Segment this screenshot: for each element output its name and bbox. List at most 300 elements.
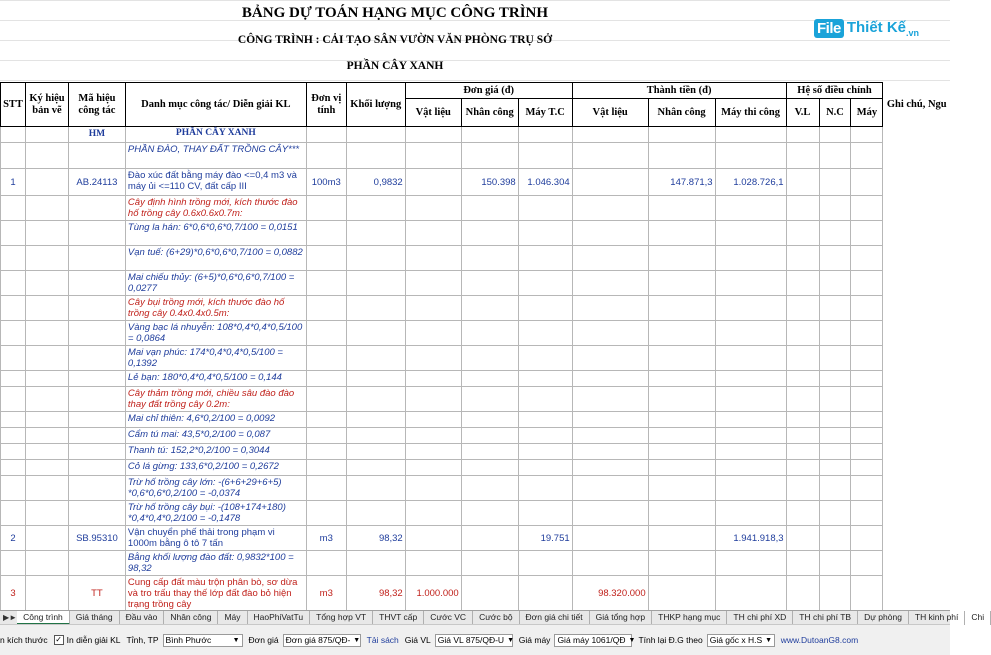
cell-hs-nc[interactable] xyxy=(819,551,851,576)
cell-danh-muc[interactable]: Vàng bạc lá nhuyễn: 108*0,4*0,4*0,5/100 = 0,0864 xyxy=(125,321,306,346)
cell-hs-may[interactable] xyxy=(851,296,883,321)
cell-don-vi[interactable] xyxy=(306,371,346,387)
cell-hs-may[interactable] xyxy=(851,371,883,387)
cell-ky-hieu[interactable] xyxy=(25,196,68,221)
sheet-tab[interactable]: HaoPhiVatTu xyxy=(248,611,311,625)
cell-don-gia-may[interactable] xyxy=(518,271,572,296)
sheet-tab[interactable]: Dự phòng xyxy=(858,611,909,625)
cell-tt-nc[interactable] xyxy=(648,321,715,346)
cell-hs-vl[interactable] xyxy=(786,321,819,346)
cell-khoi-luong[interactable] xyxy=(346,371,405,387)
cell-tt-may[interactable] xyxy=(715,428,786,444)
table-row[interactable] xyxy=(1,221,951,246)
cell-tt-may[interactable] xyxy=(715,321,786,346)
cell-ghi-chu[interactable] xyxy=(883,346,950,371)
cell-hs-nc[interactable] xyxy=(819,127,851,143)
cell-hs-vl[interactable] xyxy=(786,428,819,444)
col-hs-vl[interactable]: V.L xyxy=(786,99,819,127)
cell-tt-vl[interactable] xyxy=(572,428,648,444)
cell-hs-nc[interactable] xyxy=(819,476,851,501)
cell-hs-nc[interactable] xyxy=(819,387,851,412)
cell-hs-may[interactable] xyxy=(851,444,883,460)
cell-tt-may[interactable] xyxy=(715,551,786,576)
cell-ma-hieu[interactable] xyxy=(68,476,125,501)
cell-hs-vl[interactable] xyxy=(786,551,819,576)
col-hs-may[interactable]: Máy xyxy=(851,99,883,127)
cell-ghi-chu[interactable] xyxy=(883,576,950,612)
sheet-tab[interactable]: Giá tháng xyxy=(70,611,120,625)
cell-khoi-luong[interactable] xyxy=(346,444,405,460)
cell-don-gia-vl[interactable] xyxy=(405,371,461,387)
cell-tt-nc[interactable] xyxy=(648,428,715,444)
cell-tt-nc[interactable] xyxy=(648,371,715,387)
cell-hs-may[interactable] xyxy=(851,127,883,143)
cell-tt-may[interactable] xyxy=(715,412,786,428)
col-ma-hieu[interactable]: Mã hiệu công tác xyxy=(68,83,125,127)
table-row[interactable] xyxy=(1,412,951,428)
cell-tt-vl[interactable] xyxy=(572,143,648,169)
cell-hs-nc[interactable] xyxy=(819,169,851,196)
cell-ma-hieu[interactable] xyxy=(68,501,125,526)
cell-tt-vl[interactable] xyxy=(572,346,648,371)
cell-hs-vl[interactable] xyxy=(786,221,819,246)
cell-tt-may[interactable] xyxy=(715,196,786,221)
cell-don-gia-may[interactable] xyxy=(518,371,572,387)
cell-danh-muc[interactable]: Vận chuyển phế thải trong phạm vi 1000m bằng ô tô 7 tấn xyxy=(125,526,306,551)
cell-hs-vl[interactable] xyxy=(786,371,819,387)
cell-ghi-chu[interactable] xyxy=(883,127,950,143)
cell-khoi-luong[interactable] xyxy=(346,412,405,428)
cell-don-vi[interactable] xyxy=(306,246,346,271)
sheet-tab[interactable]: TH chi phí TB xyxy=(793,611,858,625)
cell-khoi-luong[interactable] xyxy=(346,428,405,444)
cell-don-gia-may[interactable] xyxy=(518,551,572,576)
cell-tt-may[interactable] xyxy=(715,444,786,460)
cell-hs-vl[interactable] xyxy=(786,576,819,612)
sheet-tab[interactable]: Công trình xyxy=(17,611,70,625)
sheet-tab[interactable]: TH chi phí XD xyxy=(727,611,793,625)
cell-stt[interactable] xyxy=(1,476,26,501)
cell-ma-hieu[interactable] xyxy=(68,460,125,476)
cell-danh-muc[interactable]: Cây bụi trồng mới, kích thước đào hố trồng cây 0.4x0.4x0.5m: xyxy=(125,296,306,321)
cell-tt-vl[interactable] xyxy=(572,321,648,346)
cell-don-gia-vl[interactable] xyxy=(405,346,461,371)
cell-khoi-luong[interactable] xyxy=(346,501,405,526)
col-tt-nhan-cong[interactable]: Nhân công xyxy=(648,99,715,127)
cell-ghi-chu[interactable] xyxy=(883,321,950,346)
cell-don-gia-nc[interactable] xyxy=(461,196,518,221)
cell-khoi-luong[interactable]: 0,9832 xyxy=(346,169,405,196)
cell-danh-muc[interactable]: PHẦN CÂY XANH xyxy=(125,127,306,143)
cell-tt-nc[interactable] xyxy=(648,296,715,321)
col-nhan-cong[interactable]: Nhân công xyxy=(461,99,518,127)
cell-don-gia-may[interactable] xyxy=(518,576,572,612)
cell-tt-vl[interactable] xyxy=(572,196,648,221)
cell-hs-vl[interactable] xyxy=(786,460,819,476)
cell-hs-nc[interactable] xyxy=(819,346,851,371)
cell-don-gia-vl[interactable] xyxy=(405,271,461,296)
recalc-selector[interactable]: Tính lại Đ.G theo Giá gốc x H.S ▼ xyxy=(638,634,774,647)
cell-khoi-luong[interactable] xyxy=(346,387,405,412)
cell-tt-may[interactable] xyxy=(715,371,786,387)
cell-don-gia-vl[interactable] xyxy=(405,460,461,476)
cell-hs-may[interactable] xyxy=(851,428,883,444)
cell-ghi-chu[interactable] xyxy=(883,387,950,412)
cell-tt-nc[interactable] xyxy=(648,460,715,476)
machine-price-selector[interactable]: Giá máy Giá máy 1061/QĐ ▼ xyxy=(518,634,636,645)
cell-khoi-luong[interactable] xyxy=(346,476,405,501)
cell-danh-muc[interactable]: Thanh tú: 152,2*0,2/100 = 0,3044 xyxy=(125,444,306,460)
cell-ghi-chu[interactable] xyxy=(883,412,950,428)
cell-tt-nc[interactable]: 147.871,3 xyxy=(648,169,715,196)
province-dropdown[interactable]: Bình Phước ▼ xyxy=(163,634,243,647)
cell-ghi-chu[interactable] xyxy=(883,460,950,476)
col-stt[interactable]: STT xyxy=(1,83,26,127)
cell-ma-hieu[interactable] xyxy=(68,143,125,169)
cell-hs-vl[interactable] xyxy=(786,143,819,169)
cell-ma-hieu[interactable] xyxy=(68,428,125,444)
table-row[interactable] xyxy=(1,428,951,444)
cell-don-gia-nc[interactable] xyxy=(461,476,518,501)
col-hs-nc[interactable]: N.C xyxy=(819,99,851,127)
cell-don-gia-may[interactable] xyxy=(518,143,572,169)
cell-danh-muc[interactable]: Cẩm tú mai: 43,5*0,2/100 = 0,087 xyxy=(125,428,306,444)
cell-don-gia-vl[interactable] xyxy=(405,551,461,576)
cell-tt-may[interactable] xyxy=(715,576,786,612)
cell-ghi-chu[interactable] xyxy=(883,428,950,444)
table-row[interactable] xyxy=(1,387,951,412)
cell-hs-may[interactable] xyxy=(851,321,883,346)
cell-don-gia-may[interactable] xyxy=(518,428,572,444)
cell-tt-nc[interactable] xyxy=(648,346,715,371)
cell-stt[interactable] xyxy=(1,296,26,321)
cell-tt-nc[interactable] xyxy=(648,551,715,576)
cell-hs-nc[interactable] xyxy=(819,271,851,296)
table-row[interactable] xyxy=(1,501,951,526)
cell-hs-may[interactable] xyxy=(851,271,883,296)
cell-hs-nc[interactable] xyxy=(819,428,851,444)
table-row[interactable] xyxy=(1,196,951,221)
cell-khoi-luong[interactable] xyxy=(346,460,405,476)
cell-ma-hieu[interactable] xyxy=(68,551,125,576)
cell-stt[interactable] xyxy=(1,371,26,387)
cell-don-gia-nc[interactable] xyxy=(461,127,518,143)
cell-ma-hieu[interactable] xyxy=(68,221,125,246)
table-row[interactable] xyxy=(1,127,951,143)
cell-tt-vl[interactable] xyxy=(572,169,648,196)
cell-don-gia-nc[interactable] xyxy=(461,271,518,296)
cell-tt-nc[interactable] xyxy=(648,271,715,296)
cell-hs-may[interactable] xyxy=(851,551,883,576)
sheet-tab[interactable]: THKP hạng mục xyxy=(652,611,727,625)
cell-hs-may[interactable] xyxy=(851,246,883,271)
cell-don-gia-may[interactable] xyxy=(518,476,572,501)
sheet-tab[interactable]: TH kinh phí xyxy=(909,611,965,625)
cell-don-gia-may[interactable] xyxy=(518,221,572,246)
cell-don-gia-vl[interactable] xyxy=(405,127,461,143)
cell-khoi-luong[interactable] xyxy=(346,127,405,143)
cell-stt[interactable]: 1 xyxy=(1,169,26,196)
cell-tt-vl[interactable] xyxy=(572,412,648,428)
size-option[interactable]: n kích thước xyxy=(0,635,48,645)
cell-hs-may[interactable] xyxy=(851,576,883,612)
cell-danh-muc[interactable]: Bằng khối lượng đào đất: 0,9832*100 = 98,32 xyxy=(125,551,306,576)
cell-tt-nc[interactable] xyxy=(648,476,715,501)
cell-ghi-chu[interactable] xyxy=(883,444,950,460)
cell-danh-muc[interactable]: Trừ hố trồng cây lớn: -(6+6+29+6+5) *0,6*0,6*0,2/100 = -0,0374 xyxy=(125,476,306,501)
cell-don-gia-may[interactable] xyxy=(518,346,572,371)
cell-don-gia-vl[interactable] xyxy=(405,476,461,501)
sheet-tab[interactable]: Tổng hợp VT xyxy=(310,611,373,625)
cell-khoi-luong[interactable] xyxy=(346,246,405,271)
cell-tt-may[interactable] xyxy=(715,476,786,501)
cell-hs-vl[interactable] xyxy=(786,246,819,271)
table-row[interactable] xyxy=(1,346,951,371)
cell-ghi-chu[interactable] xyxy=(883,246,950,271)
cell-ma-hieu[interactable]: HM xyxy=(68,127,125,143)
cell-hs-vl[interactable] xyxy=(786,501,819,526)
cell-tt-may[interactable]: 1.941.918,3 xyxy=(715,526,786,551)
cell-ky-hieu[interactable] xyxy=(25,346,68,371)
cell-ky-hieu[interactable] xyxy=(25,444,68,460)
cell-don-vi[interactable] xyxy=(306,221,346,246)
cell-ky-hieu[interactable] xyxy=(25,551,68,576)
cell-tt-vl[interactable] xyxy=(572,127,648,143)
cell-don-gia-vl[interactable] xyxy=(405,444,461,460)
col-danh-muc[interactable]: Danh mục công tác/ Diễn giải KL xyxy=(125,83,306,127)
cell-don-gia-vl[interactable] xyxy=(405,296,461,321)
cell-don-gia-vl[interactable] xyxy=(405,412,461,428)
cell-don-gia-nc[interactable] xyxy=(461,221,518,246)
cell-don-gia-nc[interactable] xyxy=(461,428,518,444)
table-row[interactable] xyxy=(1,246,951,271)
cell-khoi-luong[interactable] xyxy=(346,271,405,296)
province-selector[interactable]: Tỉnh, TP Bình Phước ▼ xyxy=(127,634,243,647)
cell-hs-vl[interactable] xyxy=(786,169,819,196)
cell-don-vi[interactable] xyxy=(306,551,346,576)
cell-ghi-chu[interactable] xyxy=(883,476,950,501)
cell-stt[interactable] xyxy=(1,321,26,346)
unit-price-dropdown[interactable]: Đơn giá 875/QĐ- ▼ xyxy=(283,634,361,647)
sheet-tab[interactable]: Cước bộ xyxy=(473,611,519,625)
col-don-gia[interactable]: Đơn giá (đ) xyxy=(405,83,572,99)
cell-tt-vl[interactable] xyxy=(572,371,648,387)
cell-don-vi[interactable] xyxy=(306,196,346,221)
table-row[interactable] xyxy=(1,460,951,476)
cell-tt-nc[interactable] xyxy=(648,246,715,271)
cell-ky-hieu[interactable] xyxy=(25,143,68,169)
cell-tt-may[interactable] xyxy=(715,127,786,143)
cell-danh-muc[interactable]: Mai chỉ thiên: 4,6*0,2/100 = 0,0092 xyxy=(125,412,306,428)
cell-hs-vl[interactable] xyxy=(786,127,819,143)
cell-don-gia-may[interactable] xyxy=(518,387,572,412)
cell-ma-hieu[interactable] xyxy=(68,246,125,271)
cell-stt[interactable]: 3 xyxy=(1,576,26,612)
col-khoi-luong[interactable]: Khối lượng xyxy=(346,83,405,127)
cell-ky-hieu[interactable] xyxy=(25,127,68,143)
cell-don-gia-vl[interactable] xyxy=(405,526,461,551)
cell-ky-hieu[interactable] xyxy=(25,460,68,476)
tab-scroll-arrows[interactable]: ▶► xyxy=(3,613,18,622)
cell-don-vi[interactable] xyxy=(306,387,346,412)
cell-don-vi[interactable] xyxy=(306,444,346,460)
cell-don-gia-nc[interactable] xyxy=(461,460,518,476)
cell-tt-nc[interactable] xyxy=(648,143,715,169)
cell-don-gia-vl[interactable]: 1.000.000 xyxy=(405,576,461,612)
cell-ky-hieu[interactable] xyxy=(25,371,68,387)
cell-tt-may[interactable] xyxy=(715,221,786,246)
cell-ky-hieu[interactable] xyxy=(25,271,68,296)
cell-don-vi[interactable] xyxy=(306,127,346,143)
cell-hs-vl[interactable] xyxy=(786,476,819,501)
cell-ma-hieu[interactable]: SB.95310 xyxy=(68,526,125,551)
cell-tt-may[interactable] xyxy=(715,271,786,296)
cell-stt[interactable] xyxy=(1,460,26,476)
cell-hs-may[interactable] xyxy=(851,143,883,169)
cell-ky-hieu[interactable] xyxy=(25,501,68,526)
cell-danh-muc[interactable]: Đào xúc đất bằng máy đào <=0,4 m3 và máy ủi <=110 CV, đất cấp III xyxy=(125,169,306,196)
cell-hs-nc[interactable] xyxy=(819,296,851,321)
cell-tt-vl[interactable] xyxy=(572,444,648,460)
cell-ma-hieu[interactable]: TT xyxy=(68,576,125,612)
cell-don-vi[interactable] xyxy=(306,296,346,321)
cell-ky-hieu[interactable] xyxy=(25,428,68,444)
col-he-so[interactable]: Hệ số điều chỉnh xyxy=(786,83,883,99)
cell-hs-vl[interactable] xyxy=(786,346,819,371)
cell-don-gia-nc[interactable] xyxy=(461,526,518,551)
cell-don-vi[interactable] xyxy=(306,143,346,169)
cell-danh-muc[interactable]: PHẦN ĐÀO, THAY ĐẤT TRỒNG CÂY*** xyxy=(125,143,306,169)
cell-don-vi[interactable] xyxy=(306,460,346,476)
cell-don-vi[interactable] xyxy=(306,346,346,371)
table-row[interactable] xyxy=(1,476,951,501)
cell-ghi-chu[interactable] xyxy=(883,551,950,576)
cell-ky-hieu[interactable] xyxy=(25,526,68,551)
cell-hs-nc[interactable] xyxy=(819,221,851,246)
cell-ma-hieu[interactable] xyxy=(68,296,125,321)
cell-stt[interactable]: 2 xyxy=(1,526,26,551)
sheet-tab[interactable]: THVT cấp xyxy=(373,611,424,625)
cell-don-gia-nc[interactable] xyxy=(461,551,518,576)
cell-ky-hieu[interactable] xyxy=(25,169,68,196)
cell-danh-muc[interactable]: Tùng la hán: 6*0,6*0,6*0,7/100 = 0,0151 xyxy=(125,221,306,246)
table-row[interactable] xyxy=(1,271,951,296)
cell-don-vi[interactable]: m3 xyxy=(306,526,346,551)
cell-khoi-luong[interactable] xyxy=(346,143,405,169)
cell-danh-muc[interactable]: Lẻ bạn: 180*0,4*0,4*0,5/100 = 0,144 xyxy=(125,371,306,387)
cell-tt-vl[interactable] xyxy=(572,460,648,476)
cell-tt-may[interactable] xyxy=(715,246,786,271)
cell-hs-vl[interactable] xyxy=(786,271,819,296)
table-row[interactable] xyxy=(1,551,951,576)
table-row[interactable] xyxy=(1,296,951,321)
cell-hs-nc[interactable] xyxy=(819,460,851,476)
cell-don-gia-may[interactable] xyxy=(518,127,572,143)
cell-ky-hieu[interactable] xyxy=(25,412,68,428)
cell-tt-nc[interactable] xyxy=(648,526,715,551)
cell-danh-muc[interactable]: Cỏ lá gừng: 133,6*0,2/100 = 0,2672 xyxy=(125,460,306,476)
cell-hs-may[interactable] xyxy=(851,501,883,526)
cell-ma-hieu[interactable] xyxy=(68,371,125,387)
cell-stt[interactable] xyxy=(1,346,26,371)
cell-khoi-luong[interactable] xyxy=(346,221,405,246)
recalc-dropdown[interactable]: Giá gốc x H.S ▼ xyxy=(707,634,775,647)
cell-don-gia-vl[interactable] xyxy=(405,387,461,412)
cell-ky-hieu[interactable] xyxy=(25,387,68,412)
cell-ky-hieu[interactable] xyxy=(25,221,68,246)
cell-don-gia-vl[interactable] xyxy=(405,143,461,169)
cell-don-vi[interactable] xyxy=(306,321,346,346)
cell-hs-vl[interactable] xyxy=(786,196,819,221)
cell-ky-hieu[interactable] xyxy=(25,321,68,346)
sheet-tab[interactable]: Nhân công xyxy=(164,611,218,625)
cell-don-gia-nc[interactable] xyxy=(461,321,518,346)
cell-hs-nc[interactable] xyxy=(819,371,851,387)
cell-don-gia-vl[interactable] xyxy=(405,428,461,444)
cell-don-gia-nc[interactable] xyxy=(461,246,518,271)
cell-tt-nc[interactable] xyxy=(648,501,715,526)
cell-don-gia-may[interactable] xyxy=(518,412,572,428)
cell-tt-may[interactable] xyxy=(715,501,786,526)
cell-danh-muc[interactable]: Mai chiếu thủy: (6+5)*0,6*0,6*0,7/100 = 0,0277 xyxy=(125,271,306,296)
cell-tt-vl[interactable] xyxy=(572,387,648,412)
cell-stt[interactable] xyxy=(1,501,26,526)
cell-tt-may[interactable] xyxy=(715,143,786,169)
cell-don-gia-may[interactable]: 19.751 xyxy=(518,526,572,551)
cell-hs-may[interactable] xyxy=(851,196,883,221)
cell-hs-vl[interactable] xyxy=(786,387,819,412)
cell-hs-may[interactable] xyxy=(851,412,883,428)
cell-hs-nc[interactable] xyxy=(819,444,851,460)
cell-ma-hieu[interactable] xyxy=(68,444,125,460)
cell-stt[interactable] xyxy=(1,444,26,460)
cell-hs-may[interactable] xyxy=(851,460,883,476)
table-row[interactable] xyxy=(1,321,951,346)
cell-don-gia-nc[interactable] xyxy=(461,371,518,387)
cell-tt-vl[interactable] xyxy=(572,476,648,501)
cell-don-vi[interactable] xyxy=(306,428,346,444)
cell-don-gia-nc[interactable] xyxy=(461,576,518,612)
cell-danh-muc[interactable]: Cây thảm trồng mới, chiều sâu đào đào thay đất trồng cây 0.2m: xyxy=(125,387,306,412)
sheet-tab[interactable]: Đơn giá chi tiết xyxy=(520,611,590,625)
cell-tt-vl[interactable]: 98.320.000 xyxy=(572,576,648,612)
cell-tt-vl[interactable] xyxy=(572,526,648,551)
cell-ky-hieu[interactable] xyxy=(25,296,68,321)
cell-hs-nc[interactable] xyxy=(819,501,851,526)
cell-don-gia-vl[interactable] xyxy=(405,221,461,246)
cell-don-gia-nc[interactable] xyxy=(461,501,518,526)
table-row[interactable] xyxy=(1,576,951,612)
cell-hs-vl[interactable] xyxy=(786,444,819,460)
cell-don-gia-nc[interactable] xyxy=(461,296,518,321)
cell-ghi-chu[interactable] xyxy=(883,371,950,387)
cell-don-vi[interactable] xyxy=(306,476,346,501)
cell-don-vi[interactable] xyxy=(306,501,346,526)
cell-hs-may[interactable] xyxy=(851,387,883,412)
cell-don-gia-may[interactable] xyxy=(518,460,572,476)
cell-don-gia-nc[interactable] xyxy=(461,412,518,428)
cell-hs-nc[interactable] xyxy=(819,412,851,428)
cell-tt-nc[interactable] xyxy=(648,412,715,428)
cell-hs-nc[interactable] xyxy=(819,526,851,551)
cell-stt[interactable] xyxy=(1,196,26,221)
cell-tt-nc[interactable] xyxy=(648,576,715,612)
col-ghi-chu[interactable]: Ghi chú, Ngu xyxy=(886,98,947,110)
cell-don-vi[interactable] xyxy=(306,412,346,428)
cell-hs-nc[interactable] xyxy=(819,196,851,221)
cell-khoi-luong[interactable]: 98,32 xyxy=(346,576,405,612)
cell-danh-muc[interactable]: Trừ hố trồng cây bụi: -(108+174+180) *0,4*0,4*0,2/100 = -0,1478 xyxy=(125,501,306,526)
